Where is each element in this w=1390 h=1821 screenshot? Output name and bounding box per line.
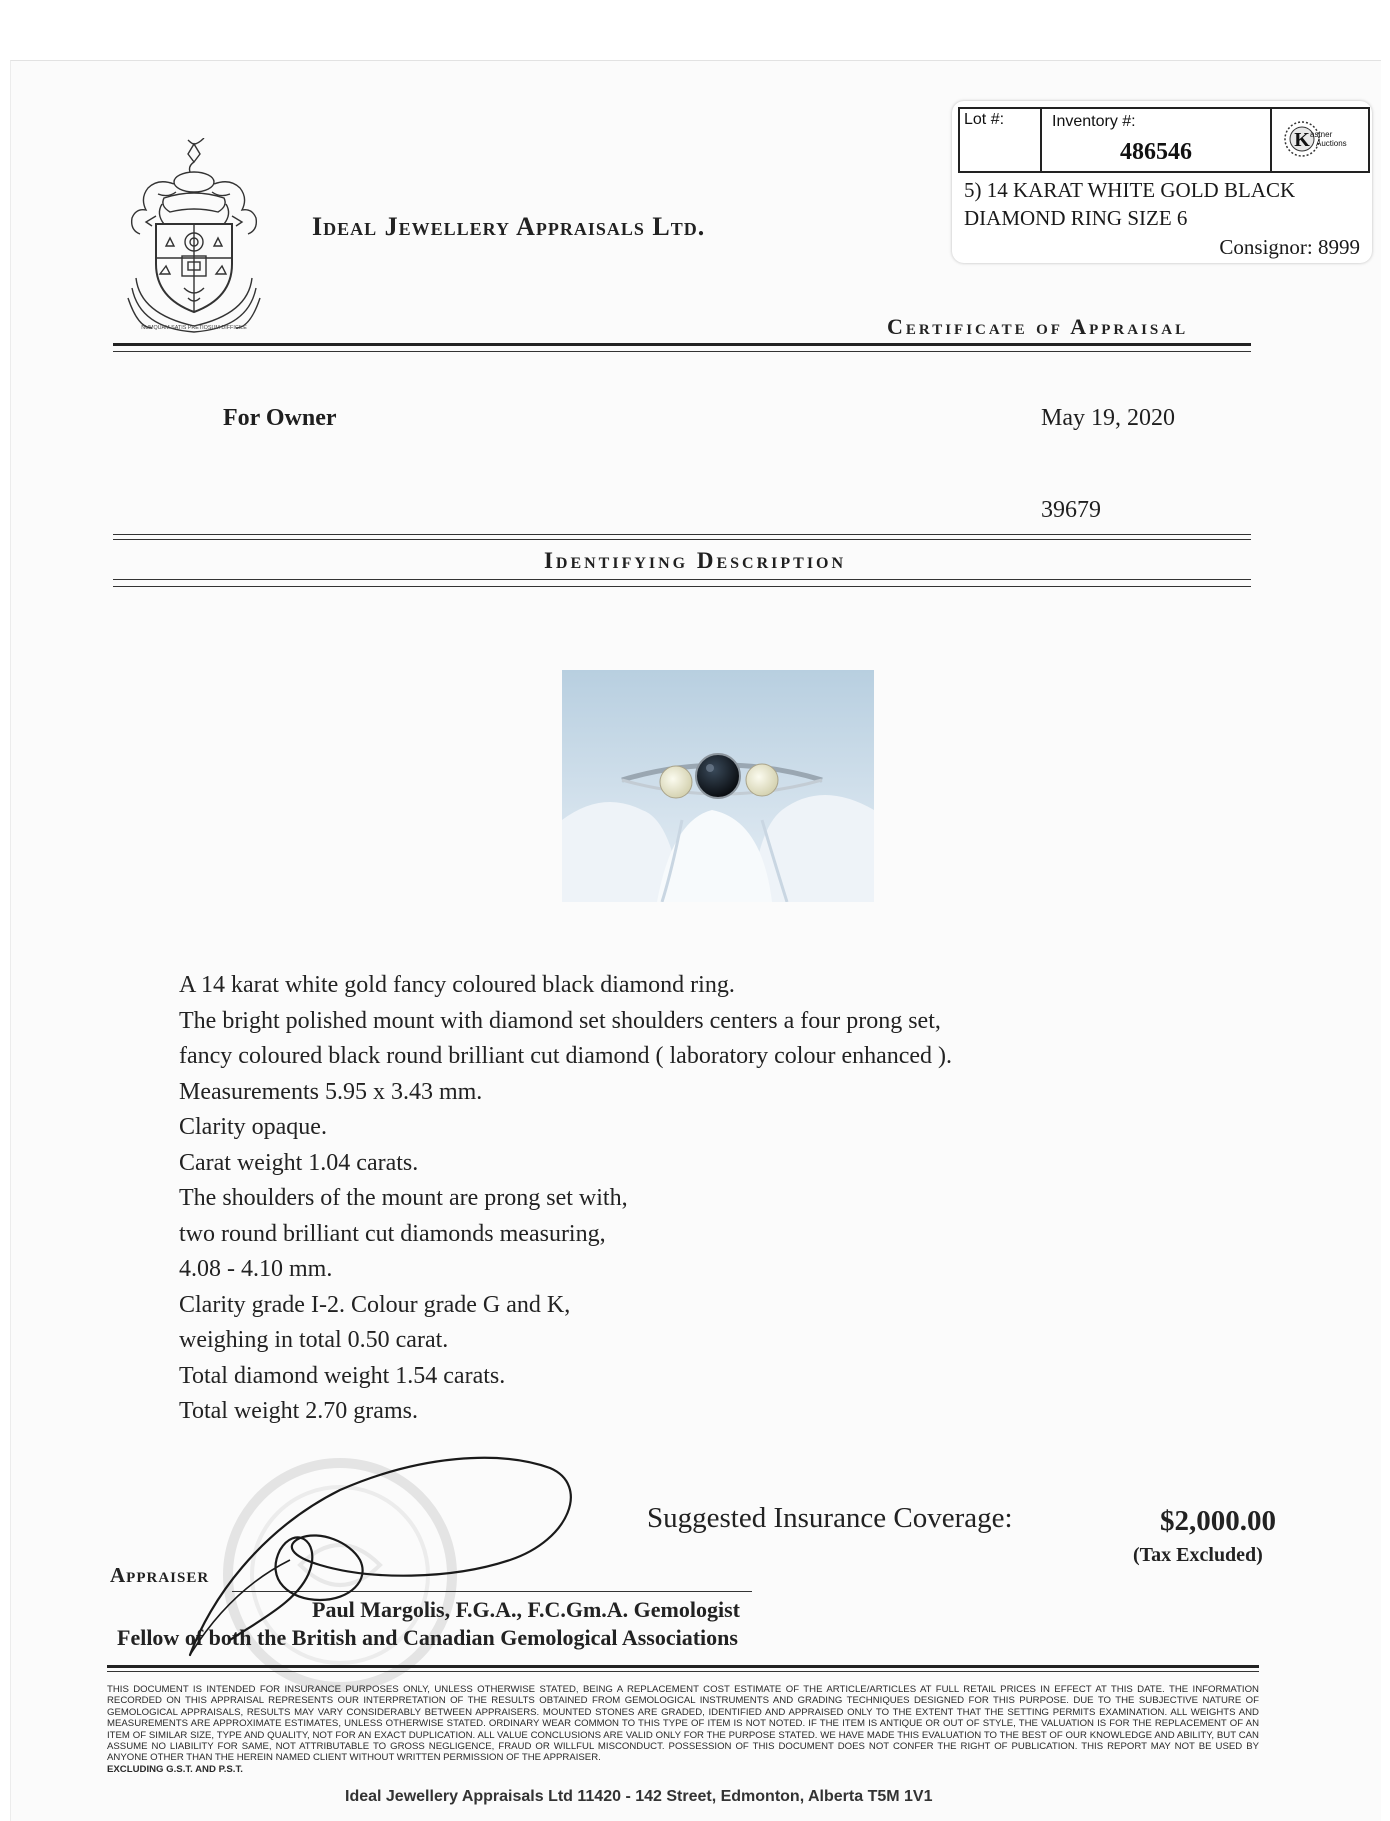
insurance-amount: $2,000.00 [1160,1505,1276,1537]
svg-text:astner: astner [1310,130,1333,139]
description-line: two round brilliant cut diamonds measuring, [179,1220,606,1247]
footer-address: Ideal Jewellery Appraisals Ltd 11420 - 142 Street, Edmonton, Alberta T5M 1V1 [345,1788,933,1805]
description-line: Carat weight 1.04 carats. [179,1149,419,1176]
tax-note: (Tax Excluded) [1133,1544,1263,1566]
footer-rule [107,1665,1259,1668]
appraiser-name: Paul Margolis, F.G.A., F.C.Gm.A. Gemologist [312,1597,740,1622]
consignor: Consignor: 8999 [1219,235,1360,259]
lot-cell [960,109,1042,171]
section-rule-top [113,534,1251,535]
crest-motto: NUMQUAM SATIS PRETIOSUM DIFFICILE [141,325,247,331]
lot-tag [952,101,1372,263]
inventory-cell [1042,109,1272,171]
description-line: Clarity grade I-2. Colour grade G and K, [179,1291,571,1318]
coat-of-arms-icon [118,138,270,338]
company-name: Ideal Jewellery Appraisals Ltd. [312,212,706,241]
description-line: Measurements 5.95 x 3.43 mm. [179,1078,483,1105]
description-line: The bright polished mount with diamond set shoulders centers a four prong set, [179,1007,941,1034]
lot-label: Lot #: [964,111,1005,128]
description-line: Total diamond weight 1.54 carats. [179,1362,506,1389]
description-block [179,968,1139,1430]
auction-logo [1280,115,1360,163]
section-title: Identifying Description [543,548,847,573]
lot-grid [958,107,1370,173]
inventory-number: 486546 [1120,139,1192,165]
lot-description-line: DIAMOND RING SIZE 6 [964,206,1188,230]
signature-icon [170,1450,590,1665]
svg-text:Auctions: Auctions [1316,139,1347,148]
auction-logo-cell [1272,109,1368,171]
section-rule-top-2 [113,539,1251,540]
description-line: 4.08 - 4.10 mm. [179,1256,333,1282]
tax-exclusion: EXCLUDING G.S.T. AND P.S.T. [107,1763,243,1775]
header-rule [113,343,1251,346]
svg-text:K: K [1294,129,1310,151]
footer-rule-thin [107,1671,1259,1672]
lot-description [964,176,1295,232]
appraiser-label: Appraiser [110,1563,210,1587]
description-line: A 14 karat white gold fancy coloured black diamond ring. [179,972,735,998]
lot-description-line: 5) 14 KARAT WHITE GOLD BLACK [964,178,1296,202]
appraisal-date: May 19, 2020 [1041,405,1175,431]
description-line: fancy coloured black round brilliant cut diamond ( laboratory colour enhanced ). [179,1043,953,1069]
section-rule-bottom-2 [113,586,1251,587]
reference-number: 39679 [1041,497,1101,523]
inventory-label: Inventory #: [1052,113,1136,130]
appraiser-fellowship: Fellow of both the British and Canadian Gemological Associations [117,1625,738,1650]
description-line: Clarity opaque. [179,1114,327,1140]
certificate-title: Certificate of Appraisal [887,314,1189,339]
description-line: The shoulders of the mount are prong set with, [179,1185,628,1211]
description-line: weighing in total 0.50 carat. [179,1327,449,1353]
section-rule-bottom [113,579,1251,580]
insurance-label: Suggested Insurance Coverage: [647,1502,1013,1534]
header-rule-thin [113,351,1251,352]
owner-label: For Owner [223,405,337,431]
disclaimer-text: THIS DOCUMENT IS INTENDED FOR INSURANCE PURPOSES ONLY, UNLESS OTHERWISE STATED, BEING A REPLACEMENT COST ESTIMATE OF THE ARTICLE/ARTICLES AT FULL RETAIL PRICES IN EFFECT AT THIS DATE. THE INFORMATION RECORDED ON THIS APPRAISAL REPRESENTS OUR INTERPRETATION OF THE RESULTS OBTAINED FROM GEMOLOGICAL INSTRUMENTS AND GRADING TECHNIQUES DESIGNED FOR THIS PURPOSE. DUE TO THE SUBJECTIVE NATURE OF GEMOLOGICAL APPRAISALS, RESULTS MAY VARY CONSIDERABLY BETWEEN APPRAISERS. MOUNTED STONES ARE GRADED, IDENTIFIED AND APPRAISED ONLY TO THE EXTENT THAT THE SETTING PERMITS EXAMINATION. ALL WEIGHTS AND MEASUREMENTS ARE APPROXIMATE ESTIMATES, UNLESS OTHERWISE STATED. ORDINARY WEAR COMMON TO THIS TYPE OF ITEM IS NOT NOTED. IF THE ITEM IS ANTIQUE OR OUT OF STYLE, THE VALUATION IS FOR THE REPLACEMENT OF AN ITEM OF SIMILAR SIZE, TYPE AND QUALITY, NOT FOR AN EXACT DUPLICATION. ALL VALUE CONCLUSIONS ARE VALID ONLY FOR THE PURPOSE STATED. WE HAVE MADE THIS EVALUATION TO THE BEST OF OUR KNOWLEDGE AND ABILITY, BUT CAN ASSUME NO LIABILITY FOR SAME, NOT ATTRIBUTABLE TO GROSS NEGLIGENCE, FRAUD OR WILLFUL MISCONDUCT. POSSESSION OF THIS DOCUMENT DOES NOT CONFER THE RIGHT OF PUBLICATION. THIS REPORT MAY NOT BE USED BY ANYONE OTHER THAN THE HEREIN NAMED CLIENT WITHOUT WRITTEN PERMISSION OF THE APPRAISER. [107,1684,1259,1764]
ring-photo [562,670,874,902]
disclaimer [107,1684,1259,1775]
description-line: Total weight 2.70 grams. [179,1398,418,1424]
